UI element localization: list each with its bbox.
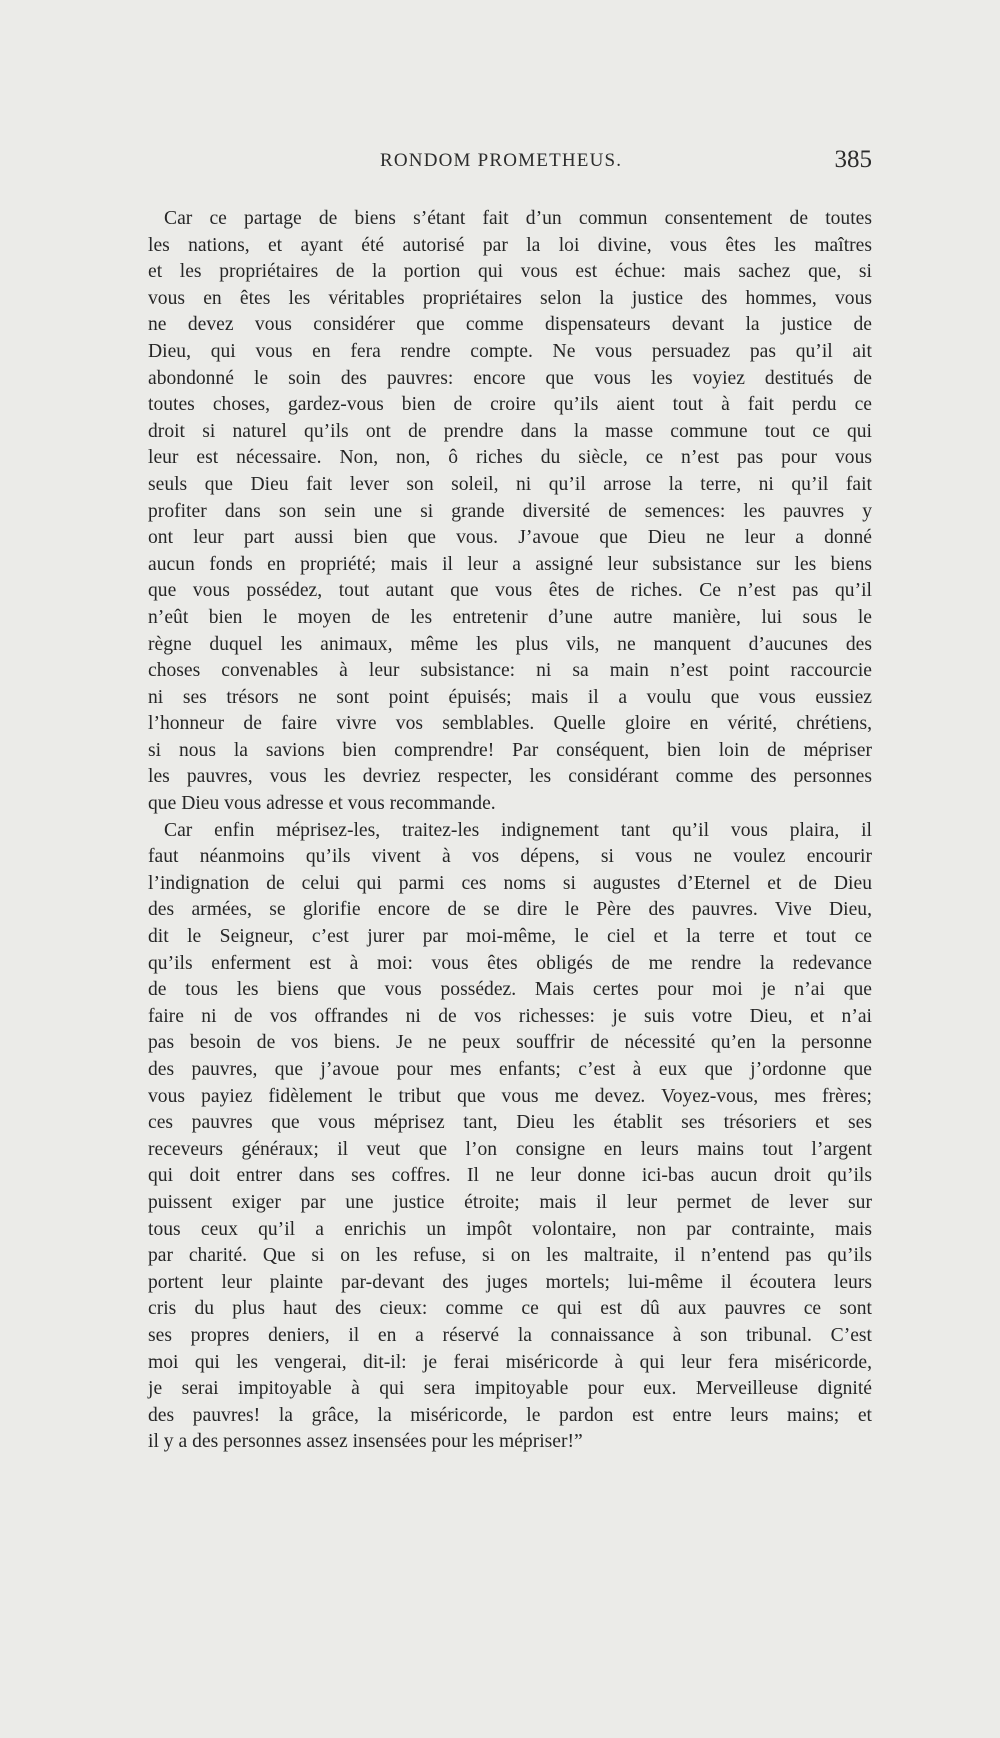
text-line: puissent exiger par une justice étroite; mais il leur permet de lever sur — [148, 1191, 872, 1213]
text-line: qu’ils enferment est à moi: vous êtes obligés de me rendre la redevance — [148, 952, 872, 974]
text-line: ni ses trésors ne sont point épuisés; mais il a voulu que vous eussiez — [148, 686, 872, 708]
text-line: droit si naturel qu’ils ont de prendre dans la masse commune tout ce qui — [148, 420, 872, 442]
text-line: si nous la savions bien comprendre! Par conséquent, bien loin de mépriser — [148, 739, 872, 761]
page-number: 385 — [834, 146, 872, 173]
text-line: Car ce partage de biens s’étant fait d’un commun consentement de toutes — [164, 208, 872, 229]
text-line: cris du plus haut des cieux: comme ce qui est dû aux pauvres ce sont — [148, 1298, 872, 1320]
text-line: ces pauvres que vous méprisez tant, Dieu les établit ses trésoriers et ses — [148, 1112, 872, 1134]
text-line: vous en êtes les véritables propriétaires selon la justice des hommes, vous — [148, 287, 872, 309]
text-line: Car enfin méprisez-les, traitez-les indignement tant qu’il vous plaira, il — [164, 819, 872, 841]
text-line: ses propres deniers, il en a réservé la connaissance à son tribunal. C’est — [148, 1324, 872, 1346]
text-line: et les propriétaires de la portion qui vous est échue: mais sachez que, si — [148, 261, 872, 283]
text-line: des pauvres! la grâce, la miséricorde, le pardon est entre leurs mains; et — [148, 1404, 872, 1426]
text-line: il y a des personnes assez insensées pour les mépriser!” — [148, 1431, 583, 1453]
text-line: de tous les biens que vous possédez. Mais certes pour moi je n’ai que — [148, 979, 872, 1001]
text-line: que Dieu vous adresse et vous recommande. — [148, 793, 496, 815]
body-text — [148, 206, 872, 1456]
text-line: faire ni de vos offrandes ni de vos richesses: je suis votre Dieu, et n’ai — [148, 1005, 872, 1027]
text-line: tous ceux qu’il a enrichis un impôt volontaire, non par contrainte, mais — [148, 1218, 872, 1240]
text-line: ont leur part aussi bien que vous. J’avoue que Dieu ne leur a donné — [148, 527, 872, 549]
running-title: RONDOM PROMETHEUS. — [380, 150, 623, 171]
text-line: l’indignation de celui qui parmi ces noms si augustes d’Eternel et de Dieu — [148, 872, 872, 894]
paragraph — [148, 206, 872, 818]
text-line: receveurs généraux; il veut que l’on consigne en leurs mains tout l’argent — [148, 1138, 872, 1160]
text-line: par charité. Que si on les refuse, si on les maltraite, il n’entend pas qu’ils — [148, 1245, 872, 1267]
text-line: faut néanmoins qu’ils vivent à vos dépens, si vous ne voulez encourir — [148, 846, 872, 868]
text-line: choses convenables à leur subsistance: ni sa main n’est point raccourcie — [148, 660, 872, 682]
text-line: l’honneur de faire vivre vos semblables. Quelle gloire en vérité, chrétiens, — [148, 713, 872, 735]
text-line: pas besoin de vos biens. Je ne peux souffrir de nécessité qu’en la personne — [148, 1032, 872, 1054]
text-line: n’eût bien le moyen de les entretenir d’une autre manière, lui sous le — [148, 606, 872, 628]
text-line: ne devez vous considérer que comme dispensateurs devant la justice de — [148, 314, 872, 336]
text-line: des pauvres, que j’avoue pour mes enfants; c’est à eux que j’ordonne que — [148, 1059, 872, 1080]
text-line: qui doit entrer dans ses coffres. Il ne leur donne ici-bas aucun droit qu’ils — [148, 1165, 872, 1187]
text-line: moi qui les vengerai, dit-il: je ferai miséricorde à qui leur fera miséricorde, — [148, 1351, 872, 1373]
text-line: seuls que Dieu fait lever son soleil, ni qu’il arrose la terre, ni qu’il fait — [148, 473, 872, 495]
text-line: règne duquel les animaux, même les plus vils, ne manquent d’aucunes des — [148, 633, 872, 655]
text-line: toutes choses, gardez-vous bien de croire qu’ils aient tout à fait perdu ce — [148, 394, 872, 416]
text-line: aucun fonds en propriété; mais il leur a assigné leur subsistance sur les biens — [148, 553, 872, 575]
text-line: portent leur plainte par-devant des juges mortels; lui-même il écoutera leurs — [148, 1271, 872, 1293]
text-line: profiter dans son sein une si grande diversité de semences: les pauvres y — [148, 500, 872, 522]
text-line: les nations, et ayant été autorisé par la loi divine, vous êtes les maîtres — [148, 234, 872, 256]
text-line: les pauvres, vous les devriez respecter, les considérant comme des personnes — [148, 766, 872, 788]
text-line: dit le Seigneur, c’est jurer par moi-même, le ciel et la terre et tout ce — [148, 926, 872, 948]
text-line: Dieu, qui vous en fera rendre compte. Ne vous persuadez pas qu’il ait — [148, 340, 872, 362]
text-line: je serai impitoyable à qui sera impitoyable pour eux. Merveilleuse dignité — [148, 1378, 872, 1400]
paragraph — [148, 818, 872, 1456]
text-line: vous payiez fidèlement le tribut que vous me devez. Voyez-vous, mes frères; — [148, 1085, 872, 1107]
text-line: abondonné le soin des pauvres: encore que vous les voyiez destitués de — [148, 367, 872, 389]
text-line: des armées, se glorifie encore de se dire le Père des pauvres. Vive Dieu, — [148, 899, 872, 921]
text-line: que vous possédez, tout autant que vous êtes de riches. Ce n’est pas qu’il — [148, 580, 872, 602]
text-line: leur est nécessaire. Non, non, ô riches du siècle, ce n’est pas pour vous — [148, 447, 872, 469]
page-header — [148, 146, 872, 176]
